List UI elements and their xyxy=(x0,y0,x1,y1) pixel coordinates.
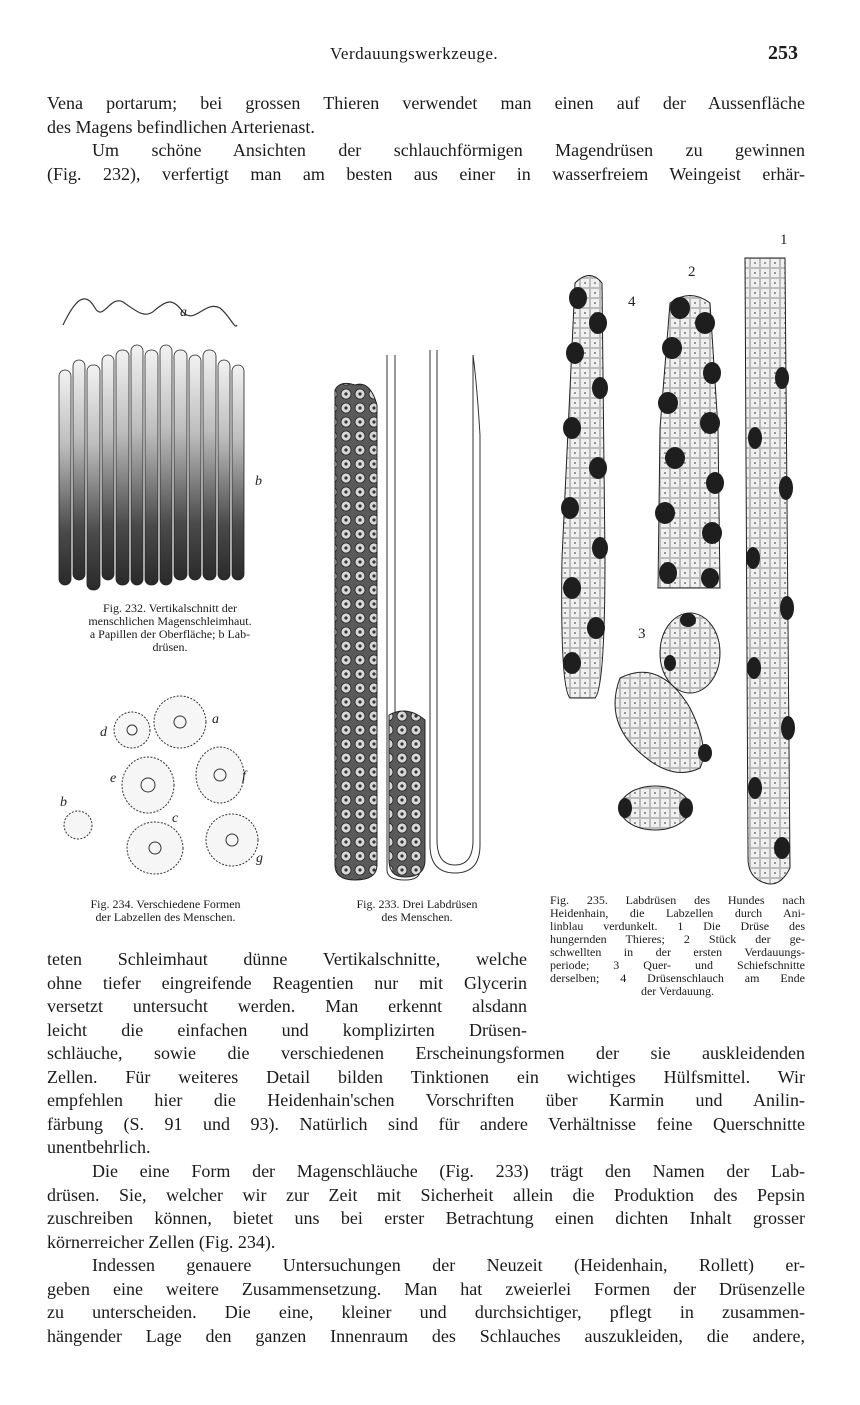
label-a: a xyxy=(212,712,219,727)
paragraph-4 xyxy=(47,1160,805,1254)
figure-233-illustration xyxy=(325,345,505,885)
figure-234-caption xyxy=(48,898,283,924)
text-line: zu unterscheiden. Die eine, kleiner und durchsichtiger, pflegt in zusammen- xyxy=(47,1302,805,1322)
text-line: Die eine Form der Magenschläuche (Fig. 233) trägt den Namen der Lab- xyxy=(92,1161,805,1181)
paragraph-3-full xyxy=(47,1042,805,1160)
page-number: 253 xyxy=(768,42,798,64)
text-line: empfehlen hier die Heidenhain'schen Vorschriften über Karmin und Anilin- xyxy=(47,1090,805,1110)
label-e: e xyxy=(110,771,117,786)
text-line: leicht die einfachen und komplizirten Drüsen- xyxy=(47,1019,527,1040)
caption-line: der Verdauung. xyxy=(640,984,715,998)
caption-line: hungernden Thieres; 2 Stück der ge- xyxy=(550,932,805,946)
label-b: b xyxy=(60,795,67,810)
paragraph-2 xyxy=(47,139,805,186)
caption-line: Fig. 234. Verschiedene Formen xyxy=(90,897,241,911)
caption-line: Fig. 233. Drei Labdrüsen xyxy=(356,897,478,911)
text-line: ohne tiefer eingreifende Reagentien nur mit Glycerin xyxy=(47,972,527,993)
caption-line: menschlichen Magenschleimhaut. xyxy=(88,614,252,628)
label-g: g xyxy=(256,851,263,866)
caption-line: derselben; 4 Drüsenschlauch am Ende xyxy=(550,971,805,985)
label-a: a xyxy=(180,305,187,320)
caption-line: schwellten in der ersten Verdauungs- xyxy=(550,945,805,959)
paragraph-5 xyxy=(47,1254,805,1348)
figure-232-caption xyxy=(55,602,285,654)
text-line: teten Schleimhaut dünne Vertikalschnitte, welche xyxy=(47,949,527,969)
text-line: geben eine weitere Zusammensetzung. Man hat zweierlei Formen der Drüsenzelle xyxy=(47,1278,805,1299)
label-4: 4 xyxy=(628,294,636,310)
caption-line: Fig. 235. Labdrüsen des Hundes nach xyxy=(550,893,805,907)
figure-234-illustration xyxy=(60,690,280,885)
label-f: f xyxy=(242,769,246,784)
text-line: des Magens befindlichen Arterienast. xyxy=(47,116,315,137)
label-2: 2 xyxy=(688,264,696,280)
text-line: Um schöne Ansichten der schlauchförmigen Magendrüsen zu gewinnen xyxy=(92,140,805,160)
paragraph-3-narrow xyxy=(47,948,527,1042)
paragraph-1 xyxy=(47,92,805,139)
figure-233-caption xyxy=(322,898,512,924)
label-3: 3 xyxy=(638,626,646,642)
caption-line: drüsen. xyxy=(152,640,188,654)
text-line: Indessen genauere Untersuchungen der Neuzeit (Heidenhain, Rollett) er- xyxy=(92,1255,805,1275)
text-line: färbung (S. 91 und 93). Natürlich sind für andere Verhältnisse feine Querschnitte xyxy=(47,1113,805,1134)
figure-235-caption xyxy=(550,894,805,998)
text-line: schläuche, sowie die verschiedenen Erscheinungsformen der sie auskleidenden xyxy=(47,1043,805,1063)
text-line: (Fig. 232), verfertigt man am besten aus einer in wasserfreiem Weingeist erhär- xyxy=(47,163,805,184)
text-line: Vena portarum; bei grossen Thieren verwendet man einen auf der Aussenfläche xyxy=(47,93,805,113)
caption-line: linblau verdunkelt. 1 Die Drüse des xyxy=(550,919,805,933)
text-line: körnerreicher Zellen (Fig. 234). xyxy=(47,1231,276,1252)
text-line: drüsen. Sie, welcher wir zur Zeit mit Sicherheit allein die Produktion des Pepsin xyxy=(47,1184,805,1205)
label-c: c xyxy=(172,811,179,826)
label-1: 1 xyxy=(780,232,788,248)
caption-line: Heidenhain, die Labzellen durch Ani- xyxy=(550,906,805,920)
label-b: b xyxy=(255,474,262,489)
text-line: versetzt untersucht werden. Man erkennt alsdann xyxy=(47,996,527,1016)
running-header: Verdauungswerkzeuge. xyxy=(330,44,499,63)
caption-line: Fig. 232. Vertikalschnitt der xyxy=(102,601,238,615)
text-line: Zellen. Für weiteres Detail bilden Tinktionen ein wichtiges Hülfsmittel. Wir xyxy=(47,1066,805,1087)
caption-line: a Papillen der Oberfläche; b Lab- xyxy=(89,627,251,641)
figure-235-illustration xyxy=(550,228,800,890)
text-line: zuschreiben können, bietet uns bei erster Betrachtung einen dichten Inhalt grosser xyxy=(47,1208,805,1228)
text-line: hängender Lage den ganzen Innenraum des Schlauches auszukleiden, die andere, xyxy=(47,1325,805,1346)
text-line: unentbehrlich. xyxy=(47,1137,151,1157)
label-d: d xyxy=(100,725,107,740)
figure-232-illustration xyxy=(55,290,285,595)
caption-line: des Menschen. xyxy=(381,910,453,924)
caption-line: periode; 3 Quer- und Schiefschnitte xyxy=(550,958,805,972)
caption-line: der Labzellen des Menschen. xyxy=(95,910,236,924)
